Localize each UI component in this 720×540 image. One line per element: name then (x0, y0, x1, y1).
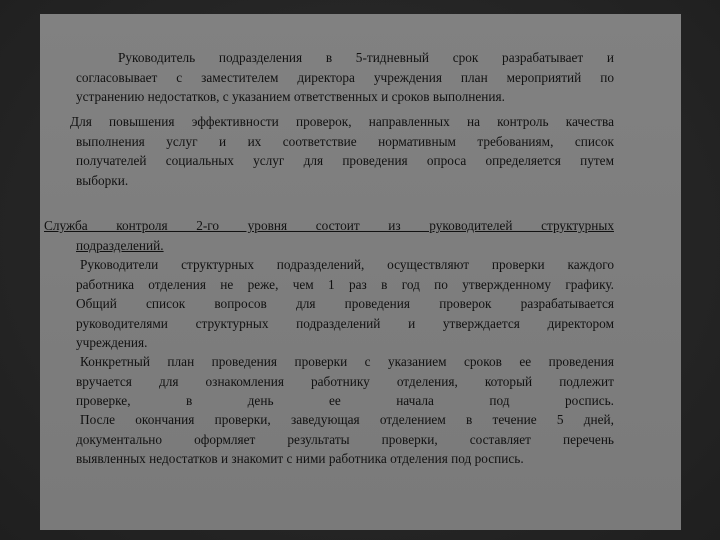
paragraph-plan-handover (76, 352, 614, 411)
paragraph-efficiency (70, 112, 614, 190)
text-line: проверке, в день ее начала под роспись. (76, 393, 614, 409)
text-line: получателей социальных услуг для проведения опроса определяется путем (76, 153, 614, 169)
text-line: Для повышения эффективности проверок, направленных на контроль качества (70, 114, 614, 129)
text-line: руководителями структурных подразделений и утверждается директором (76, 315, 614, 331)
text-line: подразделений. (76, 237, 164, 253)
text-line: работника отделения не реже, чем 1 раз в год по утвержденному графику. (76, 276, 614, 292)
text-line: согласовывает с заместителем директора учреждения план мероприятий по (76, 69, 614, 85)
text-line: вручается для ознакомления работнику отделения, который подлежит (76, 373, 614, 389)
text-line: Руководитель подразделения в 5-тидневный срок разрабатывает и (118, 50, 614, 65)
text-line: Конкретный план проведения проверки с указанием сроков ее проведения (80, 354, 614, 369)
text-line: учреждения. (76, 335, 148, 351)
paragraph-inspections (76, 255, 614, 353)
text-line: устранению недостатков, с указанием ответственных и сроков выполнения. (76, 89, 505, 105)
paragraph-results (76, 410, 614, 469)
text-line: выборки. (76, 172, 129, 188)
paragraph-action-plan (76, 48, 614, 107)
text-line: После окончания проверки, заведующая отделением в течение 5 дней, (80, 412, 614, 427)
paragraph-level2-service (44, 216, 614, 255)
text-line: Общий список вопросов для проведения проверок разрабатывается (76, 296, 614, 312)
text-line: документально оформляет результаты проверки, составляет перечень (76, 431, 614, 447)
text-line: Служба контроля 2-го уровня состоит из руководителей структурных (44, 218, 614, 233)
text-line: выявленных недостатков и знакомит с ними работника отделения под роспись. (76, 451, 524, 467)
text-line: выполнения услуг и их соответствие нормативным требованиям, список (76, 133, 614, 149)
text-line: Руководители структурных подразделений, осуществляют проверки каждого (80, 257, 614, 272)
